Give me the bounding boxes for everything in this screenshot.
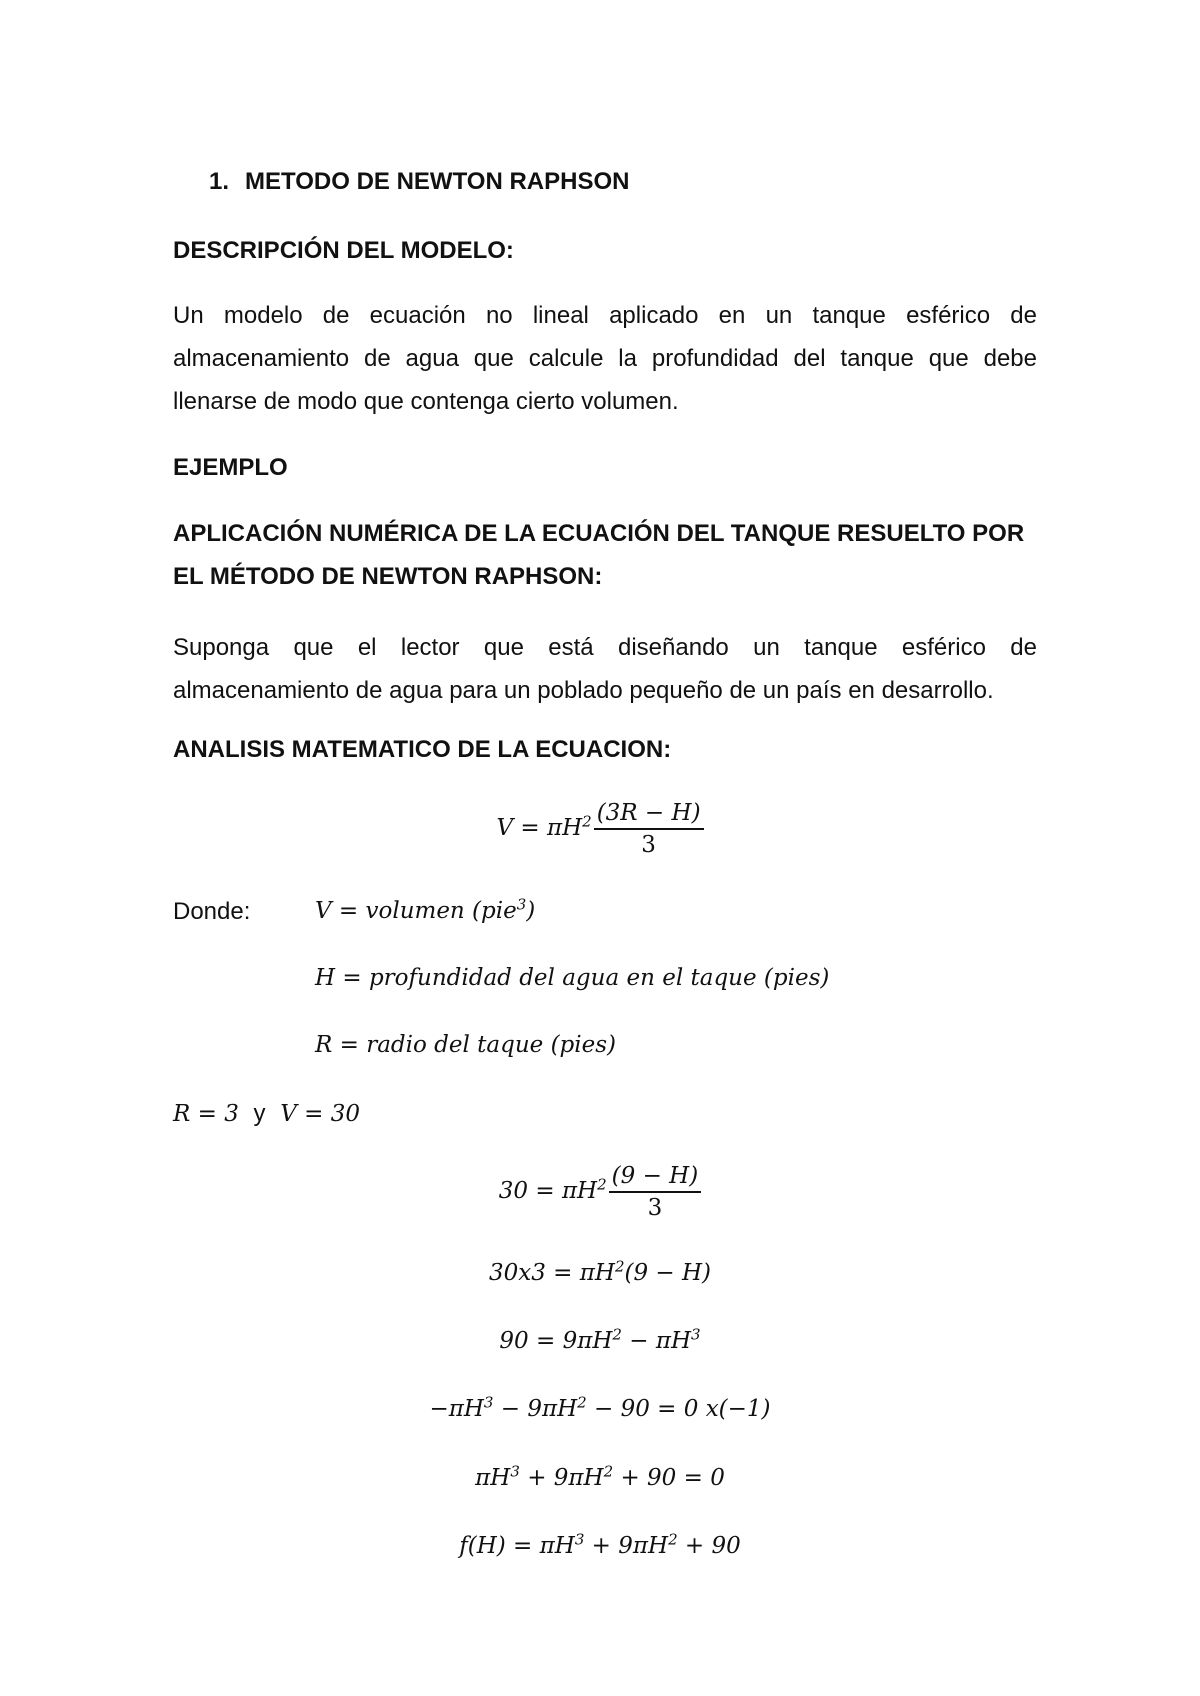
equation-fraction [594,800,704,858]
equation-step-4: $-\pi H^3 - 9\pi H^2 - 90 = 0$ x(−1) [429,1393,771,1422]
section-title: METODO DE NEWTON RAPHSON [245,168,630,195]
equation-step-6: $f(H) = \pi H^3 + 9\pi H^2 + 90$ [459,1530,741,1559]
example-heading: EJEMPLO [173,454,288,481]
given-conjunction: y [253,1100,266,1127]
definition-volume: V = volumen (pie$^3$) [315,895,536,924]
equation-step-5: $\pi H^3 + 9\pi H^2 + 90 = 0$ [475,1462,725,1491]
paragraph-line: llenarse de modo que contenga cierto volumen. [173,388,679,415]
application-heading-line1: APLICACIÓN NUMÉRICA DE LA ECUACIÓN DEL TANQUE RESUELTO POR [173,520,1025,547]
fraction-denominator: 3 [641,832,656,858]
section-number: 1. [209,168,230,195]
description-heading: DESCRIPCIÓN DEL MODELO: [173,237,514,264]
given-v: V = 30 [280,1101,360,1127]
definition-radius: R = radio del taque (pies) [315,1032,617,1058]
analysis-heading: ANALISIS MATEMATICO DE LA ECUACION: [173,736,672,763]
fraction-numerator: (3R − H) [594,800,704,830]
given-r: R = 3 [173,1101,239,1127]
paragraph-line: Suponga que el lector que está diseñando un tanque esférico de [173,634,1037,661]
application-paragraph [173,626,1037,712]
equation-lhs: $V = \pi H^2$ [496,812,592,841]
description-paragraph [173,294,1037,423]
fraction-numerator: (9 − H) [609,1163,702,1193]
equation-step-3: $90 = 9\pi H^2 - \pi H^3$ [499,1325,701,1354]
equation-step-1: $30 = \pi H^2$ $\frac{(9 - H)}{3}$ [0,1163,1200,1221]
fraction-denominator: 3 [647,1195,663,1221]
given-values [173,1100,360,1128]
equation-fraction [609,1163,702,1221]
main-equation [0,800,1200,858]
paragraph-line: almacenamiento de agua que calcule la profundidad del tanque que debe [173,345,1037,372]
definition-depth: H = profundidad del agua en el taque (pies) [315,965,830,991]
equation-step-2: $30x3 = \pi H^2(9 - H)$ [488,1257,712,1286]
donde-label: Donde: [173,898,251,925]
paragraph-line: Un modelo de ecuación no lineal aplicado en un tanque esférico de [173,302,1037,329]
application-heading-line2: EL MÉTODO DE NEWTON RAPHSON: [173,563,603,590]
paragraph-line: almacenamiento de agua para un poblado pequeño de un país en desarrollo. [173,677,994,704]
